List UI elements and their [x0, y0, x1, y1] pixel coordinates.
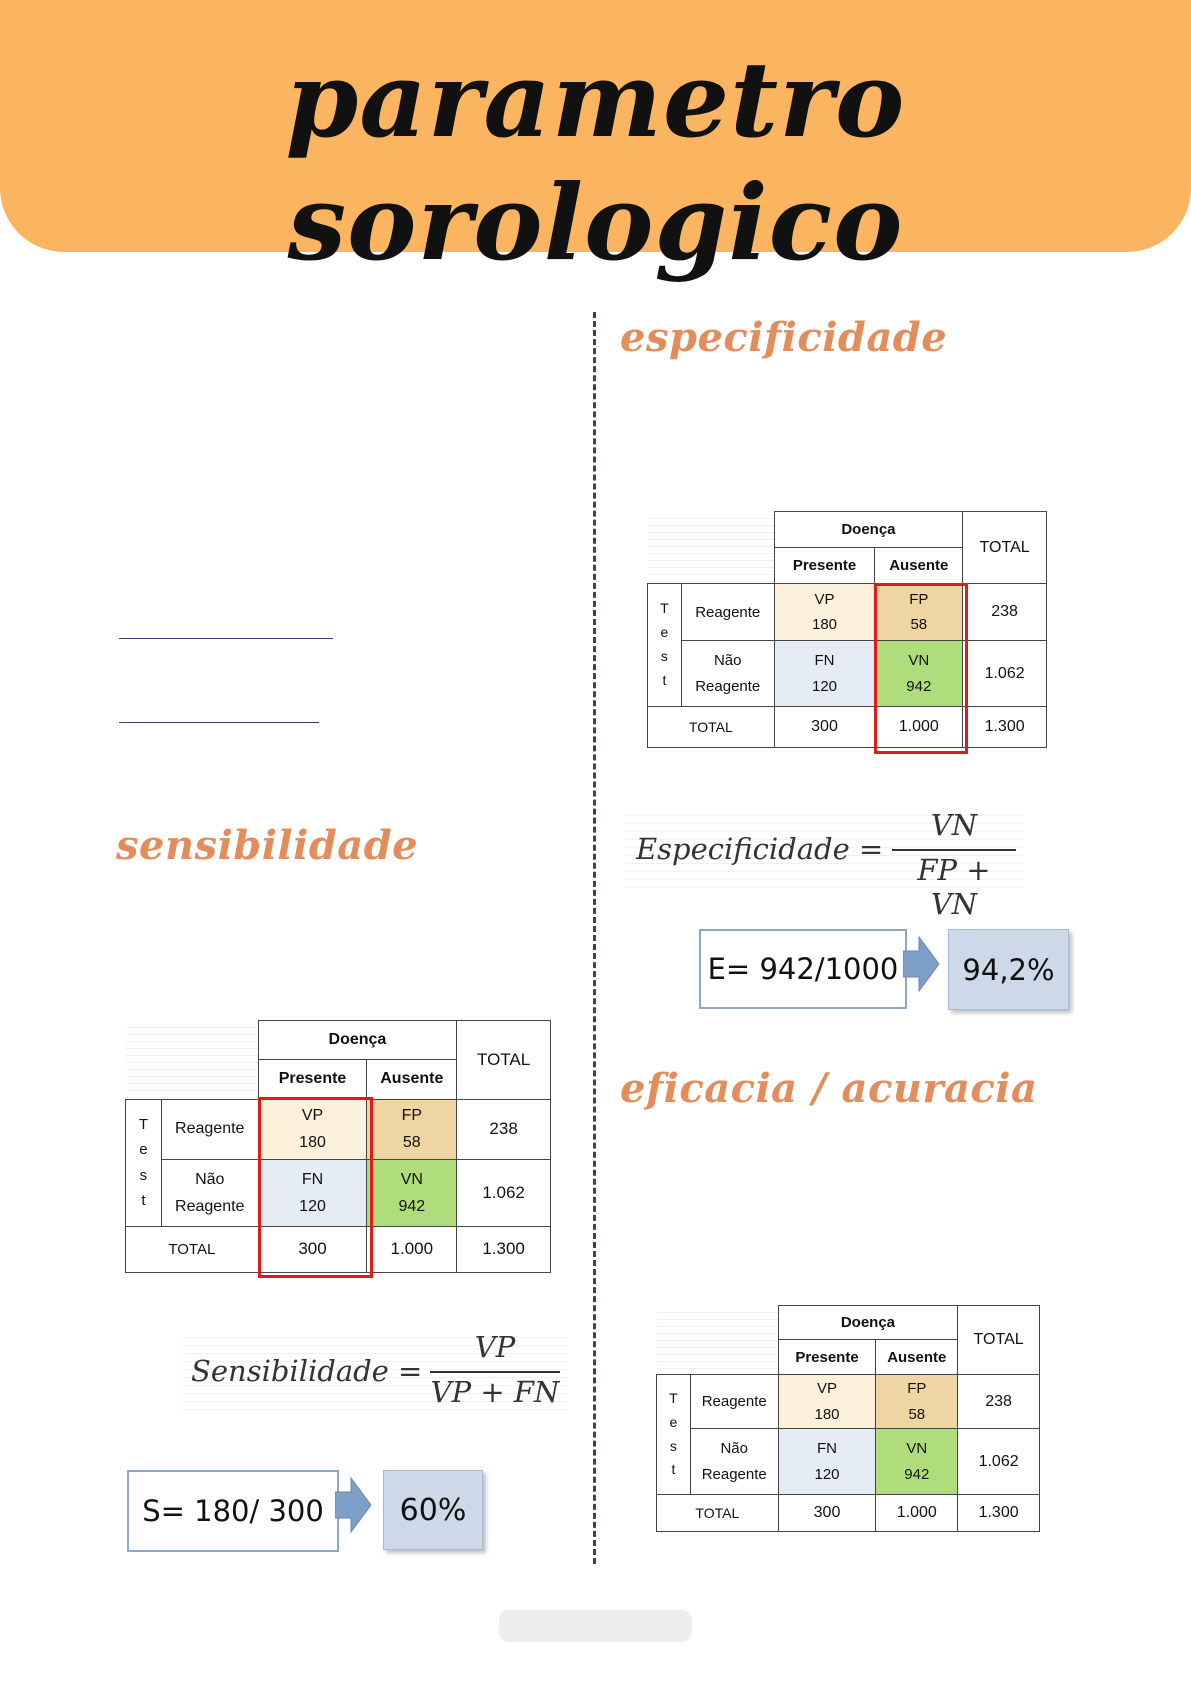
header-doenca: Doença	[778, 1306, 958, 1340]
grand-total: 1.300	[958, 1495, 1040, 1532]
row-nao-reagente: Não Reagente	[690, 1429, 778, 1495]
row-nao-reagente: Não Reagente	[681, 641, 774, 707]
header-total: TOTAL	[958, 1306, 1040, 1375]
test-label: T e s t	[657, 1375, 691, 1495]
col2-total: 1.000	[876, 1495, 958, 1532]
result-sensibilidade: 60%	[383, 1470, 483, 1550]
calc-sensibilidade: S= 180/ 300	[127, 1470, 339, 1552]
col2-total: 1.000	[875, 707, 963, 748]
row1-total: 238	[958, 1375, 1040, 1429]
calc-especificidade: E= 942/1000	[699, 929, 907, 1009]
row2-total: 1.062	[963, 641, 1047, 707]
section-title-especificidade: especificidade	[620, 314, 948, 361]
contingency-table-sensibilidade	[125, 1020, 551, 1273]
cell-fp: FP 58	[876, 1375, 958, 1429]
section-title-eficacia: eficacia / acuracia	[620, 1065, 1038, 1112]
row1-total: 238	[457, 1099, 551, 1159]
cell-vp: VP 180	[774, 584, 875, 641]
formula-sensibilidade	[183, 1330, 567, 1416]
formula-lhs: Especificidade =	[636, 832, 884, 866]
cell-vn: VN 942	[876, 1429, 958, 1495]
cell-fn: FN 120	[774, 641, 875, 707]
formula-numerator: VP	[474, 1330, 516, 1364]
row2-total: 1.062	[457, 1160, 551, 1227]
footer-placeholder	[499, 1610, 692, 1642]
header-presente: Presente	[778, 1340, 876, 1375]
column-divider	[593, 312, 596, 1564]
col1-total: 300	[774, 707, 875, 748]
page-title: parametro sorologico	[285, 38, 906, 284]
grand-total: 1.300	[457, 1226, 551, 1272]
cell-fp: FP 58	[875, 584, 963, 641]
total-row-label: TOTAL	[126, 1226, 259, 1272]
cell-vp: VP 180	[258, 1099, 367, 1159]
blank-line-2	[119, 722, 319, 723]
section-title-sensibilidade: sensibilidade	[116, 822, 419, 869]
formula-numerator: VN	[930, 808, 978, 842]
contingency-table-eficacia	[656, 1305, 1040, 1531]
test-label: T e s t	[648, 584, 682, 707]
total-row-label: TOTAL	[648, 707, 775, 748]
header-total: TOTAL	[457, 1021, 551, 1100]
col2-total: 1.000	[367, 1226, 457, 1272]
cell-fn: FN 120	[258, 1160, 367, 1227]
cell-vn: VN 942	[875, 641, 963, 707]
row-reagente: Reagente	[681, 584, 774, 641]
test-label: T e s t	[126, 1099, 162, 1226]
row-reagente: Reagente	[161, 1099, 258, 1159]
title-banner	[0, 0, 1191, 284]
formula-especificidade	[624, 808, 1024, 921]
arrow-right-icon	[335, 1474, 373, 1536]
blank-line-1	[119, 638, 333, 639]
col1-total: 300	[778, 1495, 876, 1532]
header-doenca: Doença	[258, 1021, 457, 1060]
contingency-table-especificidade	[647, 511, 1047, 747]
cell-fp: FP 58	[367, 1099, 457, 1159]
formula-lhs: Sensibilidade =	[191, 1354, 423, 1388]
row1-total: 238	[963, 584, 1047, 641]
result-especificidade: 94,2%	[948, 929, 1069, 1010]
row-nao-reagente: Não Reagente	[161, 1160, 258, 1227]
header-doenca: Doença	[774, 512, 963, 548]
cell-vn: VN 942	[367, 1160, 457, 1227]
arrow-right-icon	[903, 933, 941, 995]
header-presente: Presente	[774, 548, 875, 584]
formula-denominator: FP + VN	[917, 853, 991, 921]
header-ausente: Ausente	[876, 1340, 958, 1375]
row-reagente: Reagente	[690, 1375, 778, 1429]
formula-denominator: VP + FN	[430, 1375, 560, 1409]
row2-total: 1.062	[958, 1429, 1040, 1495]
cell-vp: VP 180	[778, 1375, 876, 1429]
col1-total: 300	[258, 1226, 367, 1272]
grand-total: 1.300	[963, 707, 1047, 748]
total-row-label: TOTAL	[657, 1495, 779, 1532]
cell-fn: FN 120	[778, 1429, 876, 1495]
header-ausente: Ausente	[875, 548, 963, 584]
header-ausente: Ausente	[367, 1060, 457, 1099]
header-total: TOTAL	[963, 512, 1047, 584]
header-presente: Presente	[258, 1060, 367, 1099]
